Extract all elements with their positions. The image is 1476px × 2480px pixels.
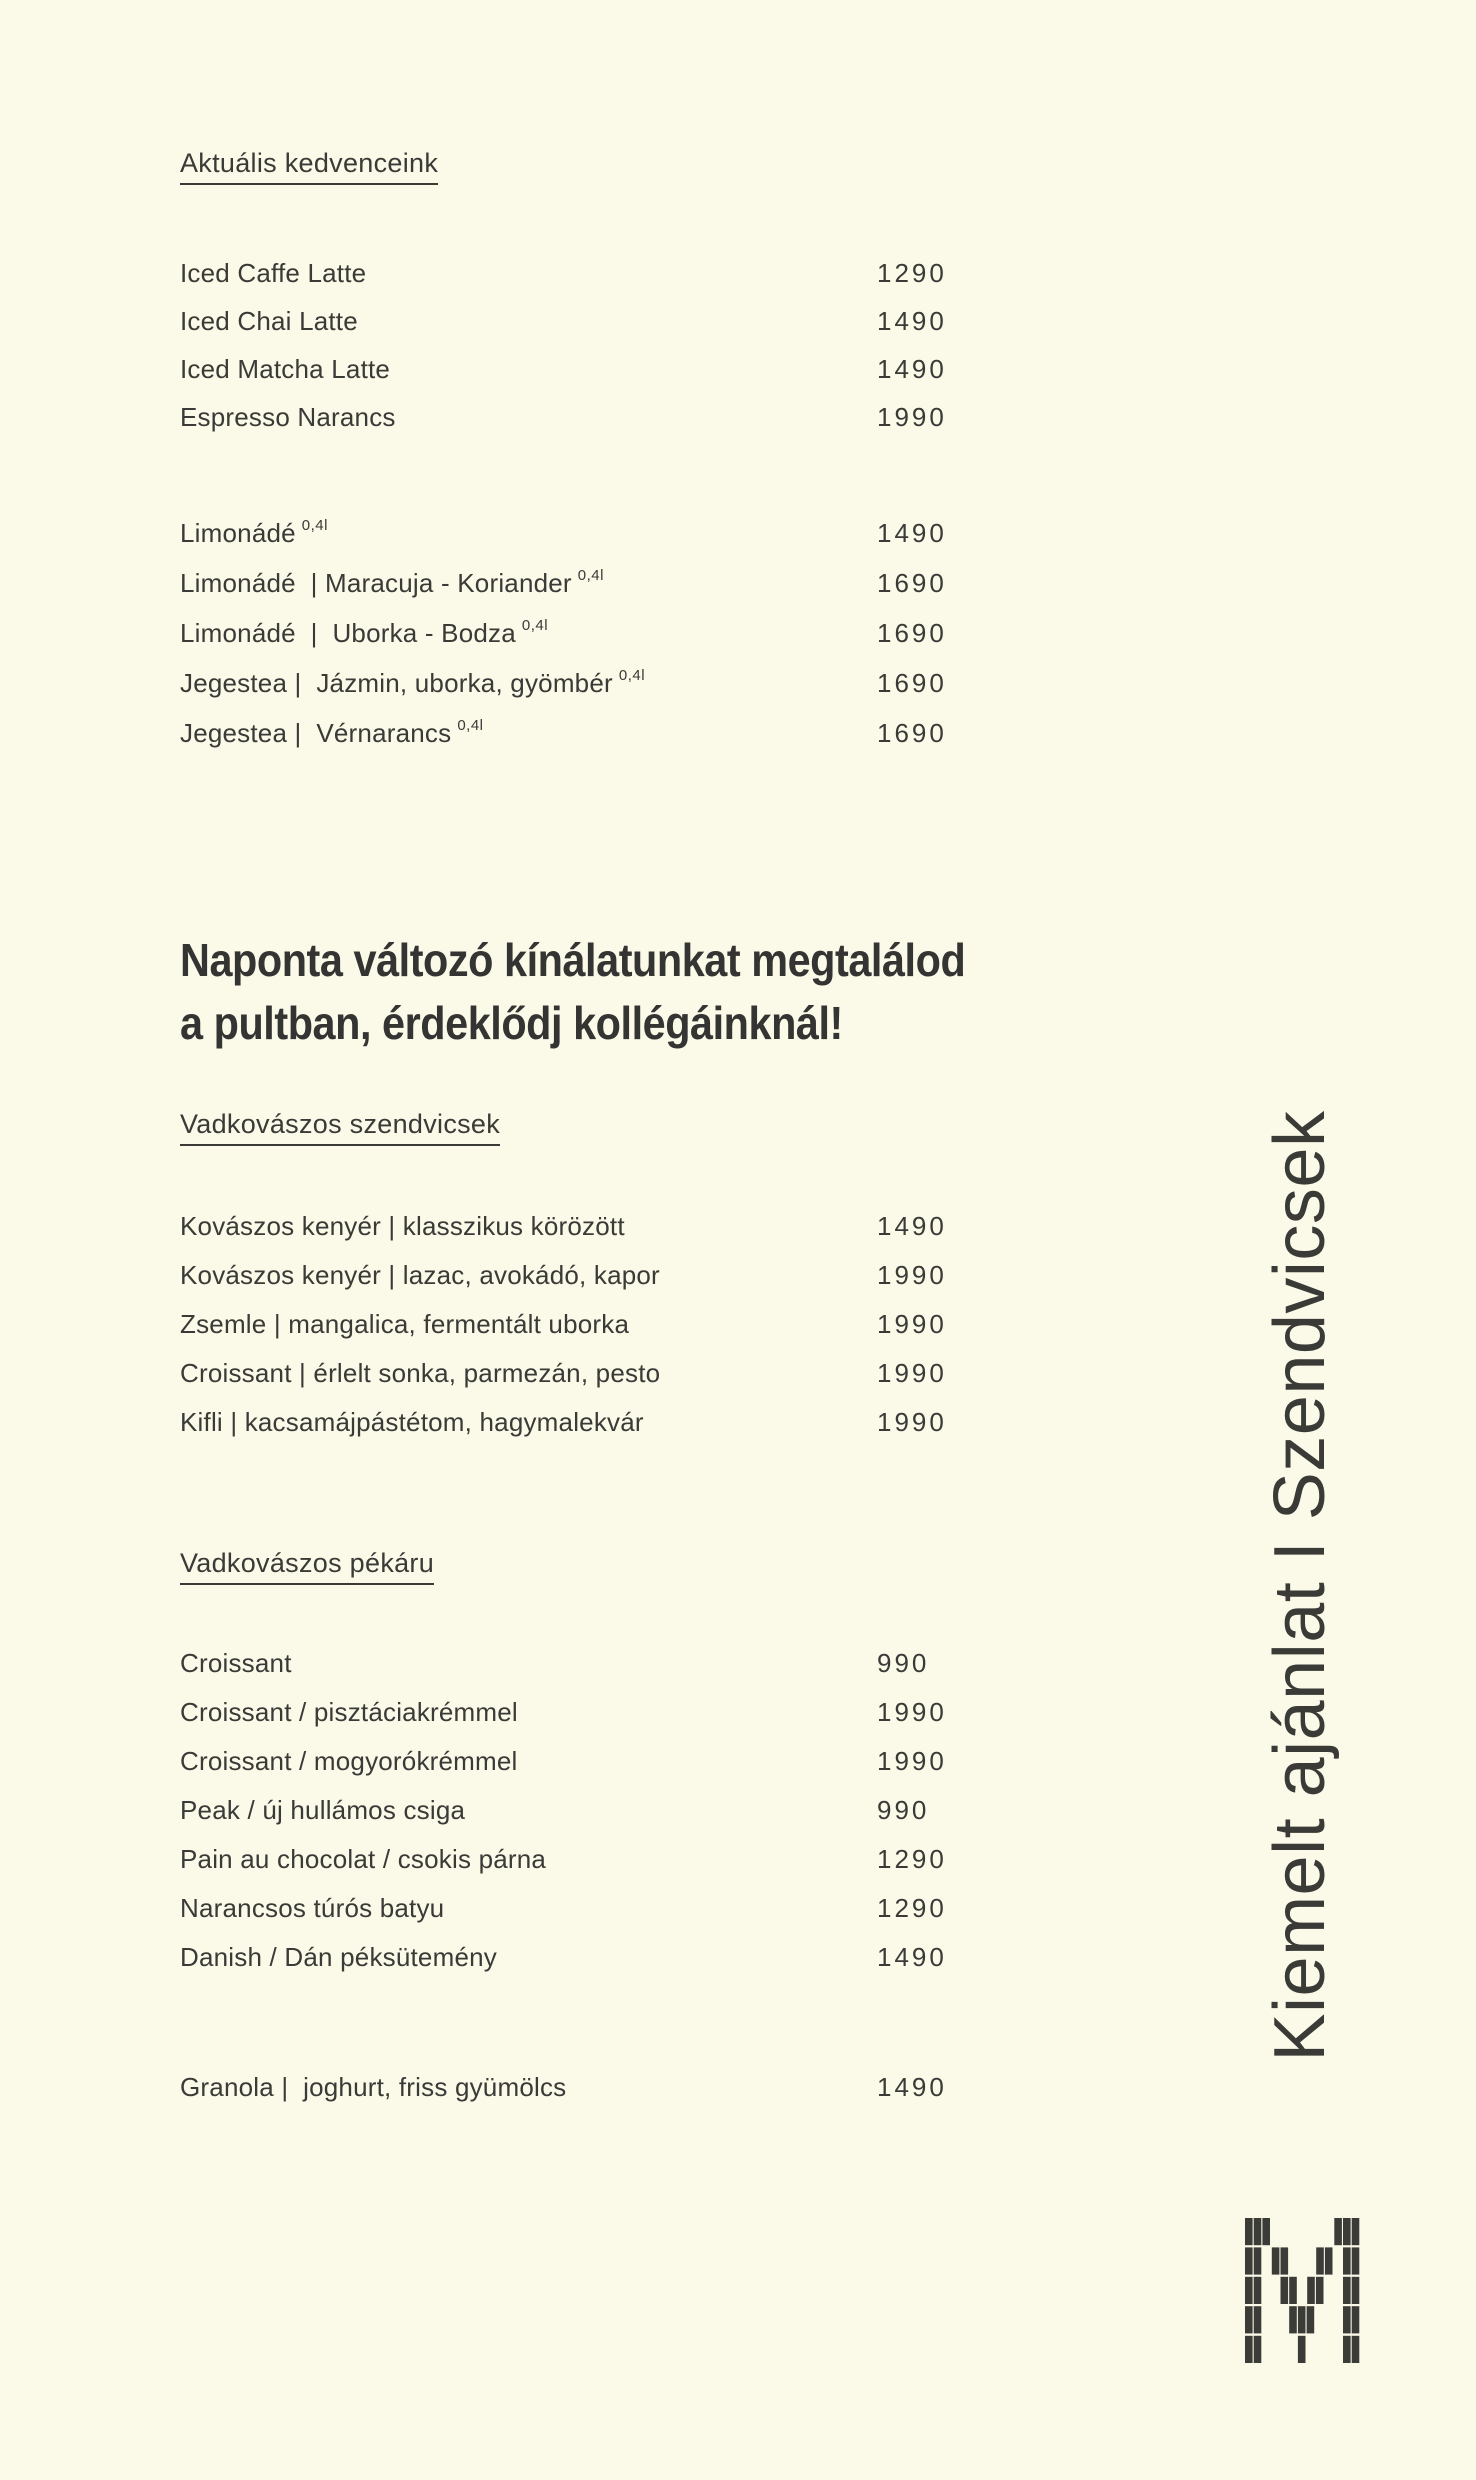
side-category-label: Kiemelt ajánlat I Szendvicsek	[1260, 1110, 1340, 2062]
item-name-text: Granola | joghurt, friss gyümölcs	[180, 2072, 567, 2102]
menu-item-row	[180, 558, 980, 608]
item-name-text: Iced Caffe Latte	[180, 258, 367, 288]
item-name-text: Jegestea | Jázmin, uborka, gyömbér	[180, 668, 613, 698]
item-name	[180, 1933, 877, 1982]
item-name-text: Croissant / mogyorókrémmel	[180, 1746, 518, 1776]
item-name	[180, 297, 877, 345]
item-name	[180, 558, 877, 608]
menu-item-row	[180, 249, 980, 297]
bakery-list	[180, 1639, 980, 1982]
item-name	[180, 1202, 877, 1251]
menu-item-row	[180, 1639, 980, 1688]
item-price: 1990	[877, 1260, 947, 1290]
notice-line-2: a pultban, érdeklődj kollégáinknál!	[180, 997, 843, 1049]
item-name-text: Narancsos túrós batyu	[180, 1893, 445, 1923]
item-price: 1490	[877, 1211, 947, 1241]
logo-m-icon	[1245, 2218, 1360, 2363]
menu-item-row	[180, 345, 980, 393]
item-price: 1490	[877, 306, 947, 336]
item-price: 1990	[877, 1697, 947, 1727]
item-name	[180, 1786, 877, 1835]
item-name-text: Pain au chocolat / csokis párna	[180, 1844, 547, 1874]
section-heading-bakery	[180, 1546, 980, 1580]
item-name-text: Iced Matcha Latte	[180, 354, 391, 384]
item-name	[180, 1688, 877, 1737]
item-name	[180, 1300, 877, 1349]
item-price: 1990	[877, 1358, 947, 1388]
item-price: 1690	[877, 568, 947, 598]
item-price: 1690	[877, 668, 947, 698]
item-price: 1690	[877, 618, 947, 648]
menu-item-row	[180, 1688, 980, 1737]
menu-item-row	[180, 708, 980, 758]
item-name-text: Espresso Narancs	[180, 402, 396, 432]
item-size: 0,4l	[577, 567, 604, 585]
menu-item-row	[180, 1835, 980, 1884]
item-name-text: Iced Chai Latte	[180, 306, 358, 336]
item-price: 990	[877, 1795, 930, 1825]
item-name	[180, 658, 877, 708]
item-price: 990	[877, 1648, 930, 1678]
item-name-text: Jegestea | Vérnarancs	[180, 718, 452, 748]
coolers-list	[180, 508, 980, 758]
item-name	[180, 345, 877, 393]
drinks-list	[180, 249, 980, 441]
menu-item-row	[180, 1349, 980, 1398]
item-name-text: Peak / új hullámos csiga	[180, 1795, 466, 1825]
menu-item-row	[180, 658, 980, 708]
item-name-text: Croissant | érlelt sonka, parmezán, pesto	[180, 1358, 661, 1388]
granola-row-block	[180, 2063, 980, 2112]
sandwiches-list	[180, 1202, 980, 1447]
item-name	[180, 249, 877, 297]
item-name-text: Kovászos kenyér | klasszikus körözött	[180, 1211, 625, 1241]
item-size: 0,4l	[301, 517, 328, 535]
item-price: 1990	[877, 1746, 947, 1776]
item-name-text: Zsemle | mangalica, fermentált uborka	[180, 1309, 630, 1339]
item-name-text: Croissant / pisztáciakrémmel	[180, 1697, 518, 1727]
menu-item-row	[180, 1202, 980, 1251]
menu-item-row	[180, 1737, 980, 1786]
menu-item-row	[180, 1884, 980, 1933]
section-heading-sandwiches	[180, 1107, 980, 1141]
item-name-text: Kovászos kenyér | lazac, avokádó, kapor	[180, 1260, 660, 1290]
menu-item-row	[180, 1398, 980, 1447]
item-name-text: Limonádé	[180, 518, 296, 548]
menu-item-row	[180, 393, 980, 441]
item-price: 1990	[877, 1309, 947, 1339]
item-price: 1990	[877, 402, 947, 432]
item-name-text: Kifli | kacsamájpástétom, hagymalekvár	[180, 1407, 644, 1437]
item-name	[180, 1251, 877, 1300]
item-name	[180, 508, 877, 558]
item-price: 1290	[877, 1893, 947, 1923]
item-name	[180, 1349, 877, 1398]
item-name	[180, 708, 877, 758]
section-heading-favorites	[180, 146, 980, 180]
menu-item-row	[180, 608, 980, 658]
menu-item-row	[180, 1933, 980, 1982]
item-name	[180, 608, 877, 658]
item-name	[180, 1884, 877, 1933]
menu-item-row	[180, 297, 980, 345]
item-price: 1290	[877, 258, 947, 288]
menu-item-row	[180, 508, 980, 558]
item-name	[180, 2063, 877, 2112]
item-price: 1490	[877, 518, 947, 548]
menu-item-row	[180, 1251, 980, 1300]
item-price: 1490	[877, 2072, 947, 2102]
item-name	[180, 393, 877, 441]
item-name	[180, 1639, 877, 1688]
item-name-text: Croissant	[180, 1648, 292, 1678]
item-size: 0,4l	[618, 667, 646, 685]
item-price: 1990	[877, 1407, 947, 1437]
notice-line-1: Naponta változó kínálatunkat megtalálod	[180, 934, 966, 986]
section-heading-sandwiches-text: Vadkovászos szendvicsek	[180, 1109, 500, 1146]
item-price: 1490	[877, 1942, 947, 1972]
menu-item-row	[180, 1786, 980, 1835]
item-size: 0,4l	[457, 717, 484, 735]
section-heading-favorites-text: Aktuális kedvenceink	[180, 148, 438, 185]
item-name	[180, 1835, 877, 1884]
item-size: 0,4l	[521, 617, 549, 635]
notice-text	[180, 929, 966, 1055]
menu-item-row	[180, 1300, 980, 1349]
item-price: 1490	[877, 354, 947, 384]
section-heading-bakery-text: Vadkovászos pékáru	[180, 1548, 434, 1585]
item-price: 1290	[877, 1844, 947, 1874]
item-name	[180, 1398, 877, 1447]
menu-item-row	[180, 2063, 980, 2112]
item-name-text: Limonádé | Maracuja - Koriander	[180, 568, 572, 598]
item-name	[180, 1737, 877, 1786]
item-name-text: Limonádé | Uborka - Bodza	[180, 618, 516, 648]
item-price: 1690	[877, 718, 947, 748]
item-name-text: Danish / Dán péksütemény	[180, 1942, 497, 1972]
